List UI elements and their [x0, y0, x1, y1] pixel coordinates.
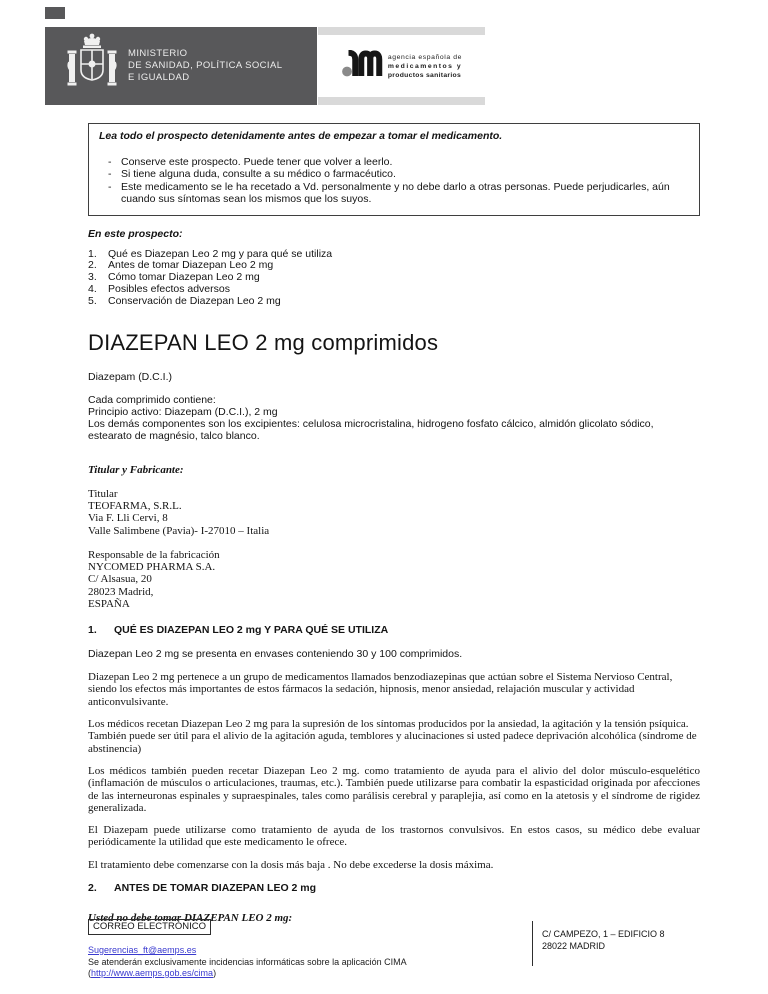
table-of-contents	[88, 228, 700, 308]
active-substance: Diazepam (D.C.I.)	[88, 371, 173, 384]
warning-item	[99, 168, 689, 181]
composition-block	[88, 395, 700, 442]
aemps-name	[388, 53, 462, 80]
toc-item-number: 3.	[88, 271, 97, 284]
toc-item-label: Conservación de Diazepan Leo 2 mg	[108, 294, 281, 307]
page-title: DIAZEPAN LEO 2 mg comprimidos	[88, 330, 439, 356]
paragraph: Diazepan Leo 2 mg se presenta en envases conteniendo 30 y 100 comprimidos.	[88, 648, 463, 661]
ministry-line-2: DE SANIDAD, POLÍTICA SOCIAL	[128, 60, 283, 71]
section-2-heading	[88, 882, 700, 894]
aemps-bottom-band	[318, 97, 485, 105]
toc-item-label: Antes de tomar Diazepan Leo 2 mg	[108, 259, 274, 272]
email-link[interactable]: Sugerencias_ft@aemps.es	[88, 945, 197, 955]
toc-item	[88, 284, 700, 296]
dash-bullet: -	[108, 155, 112, 168]
address-line: Responsable de la fabricación	[88, 548, 220, 561]
manufacturer-heading: Titular y Fabricante:	[88, 463, 184, 476]
read-leaflet-warning-box	[88, 123, 700, 216]
composition-line: Cada comprimido contiene:	[88, 394, 216, 407]
composition-line: Principio activo: Diazepam (D.C.I.), 2 mg	[88, 406, 278, 419]
toc-item	[88, 296, 700, 308]
section-number: 1.	[88, 624, 97, 637]
toc-item-number: 4.	[88, 282, 97, 295]
toc-heading: En este prospecto:	[88, 227, 183, 240]
address-line: C/ CAMPEZO, 1 – EDIFICIO 8	[542, 929, 665, 939]
paragraph: El Diazepam puede utilizarse como tratamiento de ayuda de los trastornos convulsivos. En estos casos, su médico debe evaluar periódicamente la utilidad que este medicamento le ofrece.	[88, 824, 700, 849]
ministry-name	[128, 48, 282, 84]
address-line: C/ Alsasua, 20	[88, 573, 152, 586]
aemps-am-logo-icon	[341, 50, 383, 83]
dash-bullet: -	[108, 180, 112, 193]
address-line: TEOFARMA, S.R.L.	[88, 499, 182, 512]
section-number: 2.	[88, 882, 97, 894]
warning-item	[99, 156, 689, 169]
toc-item-label: Qué es Diazepan Leo 2 mg y para qué se utiliza	[108, 247, 333, 260]
toc-item-number: 1.	[88, 247, 97, 260]
paragraph: El tratamiento debe comenzarse con la dosis más baja . No debe excederse la dosis máxima.	[88, 858, 494, 871]
footer-contact	[88, 919, 528, 979]
warning-item	[99, 181, 689, 206]
toc-item-number: 2.	[88, 259, 97, 272]
ministry-line-3: E IGUALDAD	[128, 72, 190, 83]
address-line: Valle Salimbene (Pavia)- I-27010 – Italia	[88, 524, 270, 537]
section-heading-text: QUÉ ES DIAZEPAN LEO 2 mg Y PARA QUÉ SE UTILIZA	[114, 624, 389, 637]
section-heading-text: ANTES DE TOMAR DIAZEPAN LEO 2 mg	[114, 882, 317, 894]
aemps-line-2: medicamentos y	[387, 62, 463, 70]
spain-coat-of-arms-icon	[67, 32, 117, 101]
address-line: 28023 Madrid,	[88, 585, 154, 598]
footer-address	[532, 921, 665, 966]
toc-item-label: Cómo tomar Diazepan Leo 2 mg	[108, 271, 260, 284]
ministry-banner	[45, 27, 317, 105]
address-line: Titular	[88, 487, 118, 500]
footer-note-text: Se atenderán exclusivamente incidencias informáticas sobre la aplicación CIMA (	[88, 957, 407, 978]
warning-item-text: Conserve este prospecto. Puede tener que volver a leerlo.	[121, 155, 393, 168]
aemps-line-1: agencia española de	[387, 53, 462, 61]
section-1-heading	[88, 624, 700, 636]
address-line: ESPAÑA	[88, 598, 130, 611]
address-line: NYCOMED PHARMA S.A.	[88, 561, 216, 574]
correo-electronico-label: CORREO ELECTRÓNICO	[88, 919, 211, 935]
warning-item-text: Este medicamento se le ha recetado a Vd. personalmente y no debe darlo a otras personas. Puede perjudicarles, aún cuando sus síntomas sean los mismos que los suyos.	[121, 180, 670, 205]
corner-registration-mark	[45, 7, 65, 19]
titular-address	[88, 488, 700, 537]
toc-item-label: Posibles efectos adversos	[108, 282, 230, 295]
aemps-line-3: productos sanitarios	[387, 71, 462, 79]
footer-note	[88, 957, 528, 979]
toc-item-number: 5.	[88, 294, 97, 307]
document-body	[88, 123, 700, 924]
responsable-address	[88, 549, 700, 610]
composition-line: Los demás componentes son los excipientes: celulosa microcristalina, hidrogeno fosfato cálcico, almidón glicolato sódico, estearato de magnésio, talco blanco.	[88, 418, 654, 442]
cima-url-link[interactable]: http://www.aemps.gob.es/cima	[91, 968, 214, 978]
paragraph: Los médicos recetan Diazepan Leo 2 mg para la supresión de los síntomas producidos por la ansiedad, la agitación y la tensión psíquica. También puede ser útil para el alivio de la agitación aguda, temblores y alucinaciones si usted padece deprivación alcohólica (síndrome de abstinencia)	[88, 718, 697, 755]
address-line: Via F. Lli Cervi, 8	[88, 512, 168, 525]
footer-note-closing: )	[213, 968, 217, 978]
section-2-subheading: Usted no debe tomar DIAZEPAN LEO 2 mg:	[88, 912, 293, 924]
ministry-line-1: MINISTERIO	[128, 48, 188, 59]
aemps-banner	[318, 27, 485, 105]
warning-item-text: Si tiene alguna duda, consulte a su médico o farmacéutico.	[121, 168, 396, 180]
warning-title: Lea todo el prospecto detenidamente antes de empezar a tomar el medicamento.	[99, 130, 503, 142]
address-line: 28022 MADRID	[542, 941, 606, 951]
aemps-top-band	[318, 27, 485, 35]
paragraph: Diazepan Leo 2 mg pertenece a un grupo de medicamentos llamados benzodiazepinas que actúan sobre el Sistema Nervioso Central, siendo los efectos más importantes de estos fármacos la sedación, hipnosis, menor ansiedad, relajación muscular y actividad anticonvulsivante.	[88, 671, 673, 708]
dash-bullet: -	[108, 168, 112, 180]
paragraph: Los médicos también pueden recetar Diazepan Leo 2 mg. como tratamiento de ayuda para el alivio del dolor músculo-esquelético (inflamación de músculos o articulaciones, traumas, etc.). También puede utilizarse para combatir la espasticidad originada por afecciones de las interneuronas espinales y supraespinales, tales como parálisis cerebral y paraplejia, así como en la atetosis y el síndrome de rigidez generalizada.	[88, 764, 700, 814]
